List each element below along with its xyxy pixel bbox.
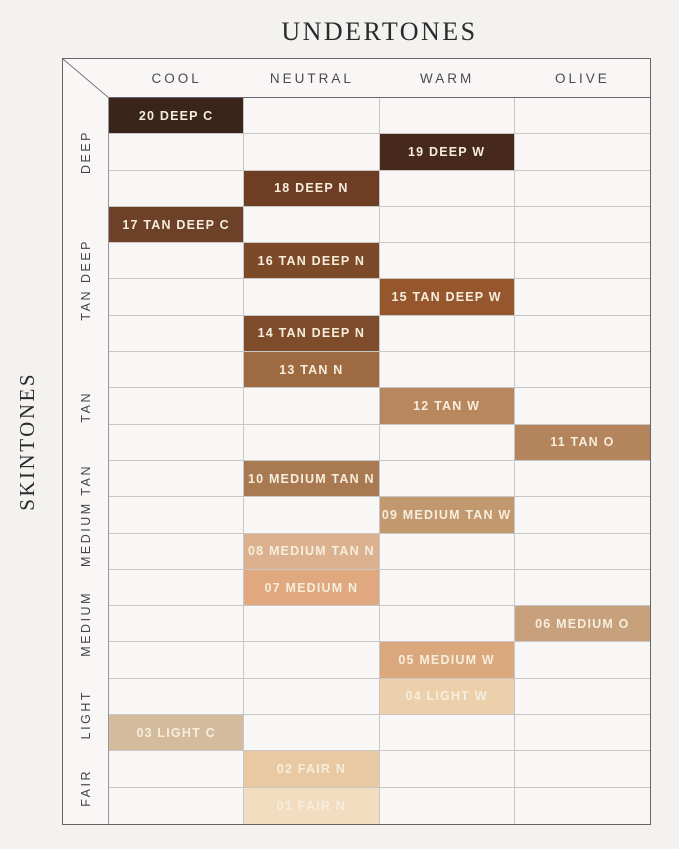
empty-cell (244, 425, 379, 461)
shade-swatch-15-tan-deep-w: 15 TAN DEEP W (380, 279, 515, 315)
page-title: UNDERTONES (281, 17, 478, 46)
group-label-light (63, 679, 108, 752)
shade-matrix-table (62, 58, 651, 825)
empty-cell (109, 243, 244, 279)
empty-cell (380, 425, 515, 461)
empty-cell (109, 461, 244, 497)
empty-cell (109, 751, 244, 787)
corner-cell (63, 59, 109, 98)
empty-cell (380, 207, 515, 243)
undertones-header-row (63, 59, 650, 98)
group-label-tan (63, 352, 108, 461)
empty-cell (515, 642, 650, 678)
empty-cell (244, 679, 379, 715)
empty-cell (109, 425, 244, 461)
empty-cell (244, 715, 379, 751)
shade-swatch-01-fair-n: 01 FAIR N (244, 788, 379, 824)
empty-cell (380, 171, 515, 207)
empty-cell (244, 642, 379, 678)
empty-cell (515, 207, 650, 243)
empty-cell (380, 606, 515, 642)
empty-cell (109, 497, 244, 533)
empty-cell (109, 134, 244, 170)
empty-cell (109, 352, 244, 388)
empty-cell (380, 461, 515, 497)
shade-swatch-11-tan-o: 11 TAN O (515, 425, 650, 461)
group-label-tan-deep (63, 207, 108, 352)
side-axis-title (8, 58, 46, 825)
empty-cell (515, 534, 650, 570)
shade-swatch-03-light-c: 03 LIGHT C (109, 715, 244, 751)
empty-cell (380, 243, 515, 279)
group-label-text: TAN (78, 390, 93, 423)
group-label-fair (63, 751, 108, 824)
empty-cell (244, 606, 379, 642)
group-label-text: LIGHT (78, 690, 93, 740)
group-label-text: DEEP (78, 130, 93, 175)
shade-swatch-20-deep-c: 20 DEEP C (109, 98, 244, 134)
column-header-cool: COOL (109, 59, 244, 98)
group-label-text: MEDIUM TAN (78, 463, 93, 567)
empty-cell (515, 171, 650, 207)
group-label-deep (63, 98, 108, 207)
shade-swatch-04-light-w: 04 LIGHT W (380, 679, 515, 715)
empty-cell (515, 788, 650, 824)
group-label-text: TAN DEEP (78, 238, 93, 321)
empty-cell (380, 570, 515, 606)
column-header-neutral: NEUTRAL (244, 59, 379, 98)
side-axis-title-text: SKINTONES (14, 372, 39, 511)
empty-cell (515, 388, 650, 424)
header-diagonal-divider (63, 59, 109, 98)
empty-cell (380, 98, 515, 134)
shade-swatch-19-deep-w: 19 DEEP W (380, 134, 515, 170)
empty-cell (515, 243, 650, 279)
group-label-medium-tan (63, 461, 108, 570)
group-label-medium (63, 570, 108, 679)
shade-swatch-05-medium-w: 05 MEDIUM W (380, 642, 515, 678)
shade-swatch-17-tan-deep-c: 17 TAN DEEP C (109, 207, 244, 243)
empty-cell (380, 788, 515, 824)
empty-cell (109, 171, 244, 207)
table-body (63, 98, 650, 824)
column-header-warm: WARM (380, 59, 515, 98)
empty-cell (109, 534, 244, 570)
empty-cell (109, 606, 244, 642)
shade-swatch-14-tan-deep-n: 14 TAN DEEP N (244, 316, 379, 352)
empty-cell (109, 388, 244, 424)
empty-cell (380, 534, 515, 570)
empty-cell (109, 279, 244, 315)
empty-cell (515, 497, 650, 533)
shade-swatch-07-medium-n: 07 MEDIUM N (244, 570, 379, 606)
shade-swatch-18-deep-n: 18 DEEP N (244, 171, 379, 207)
empty-cell (380, 751, 515, 787)
shade-swatch-16-tan-deep-n: 16 TAN DEEP N (244, 243, 379, 279)
shade-swatch-06-medium-o: 06 MEDIUM O (515, 606, 650, 642)
empty-cell (109, 316, 244, 352)
empty-cell (109, 642, 244, 678)
shade-swatch-10-medium-tan-n: 10 MEDIUM TAN N (244, 461, 379, 497)
empty-cell (244, 98, 379, 134)
group-label-text: MEDIUM (78, 591, 93, 658)
empty-cell (515, 461, 650, 497)
empty-cell (109, 570, 244, 606)
empty-cell (515, 134, 650, 170)
empty-cell (380, 715, 515, 751)
group-label-text: FAIR (78, 768, 93, 807)
shade-grid (109, 98, 650, 824)
empty-cell (380, 352, 515, 388)
empty-cell (244, 134, 379, 170)
skintone-group-labels (63, 98, 109, 824)
shade-swatch-08-medium-tan-n: 08 MEDIUM TAN N (244, 534, 379, 570)
empty-cell (244, 207, 379, 243)
empty-cell (244, 497, 379, 533)
empty-cell (515, 279, 650, 315)
empty-cell (515, 570, 650, 606)
empty-cell (515, 352, 650, 388)
empty-cell (515, 316, 650, 352)
empty-cell (244, 388, 379, 424)
shade-swatch-09-medium-tan-w: 09 MEDIUM TAN W (380, 497, 515, 533)
empty-cell (515, 715, 650, 751)
empty-cell (515, 98, 650, 134)
empty-cell (109, 679, 244, 715)
column-header-olive: OLIVE (515, 59, 650, 98)
empty-cell (109, 788, 244, 824)
shade-swatch-12-tan-w: 12 TAN W (380, 388, 515, 424)
empty-cell (380, 316, 515, 352)
shade-swatch-13-tan-n: 13 TAN N (244, 352, 379, 388)
empty-cell (244, 279, 379, 315)
empty-cell (515, 751, 650, 787)
shade-swatch-02-fair-n: 02 FAIR N (244, 751, 379, 787)
empty-cell (515, 679, 650, 715)
